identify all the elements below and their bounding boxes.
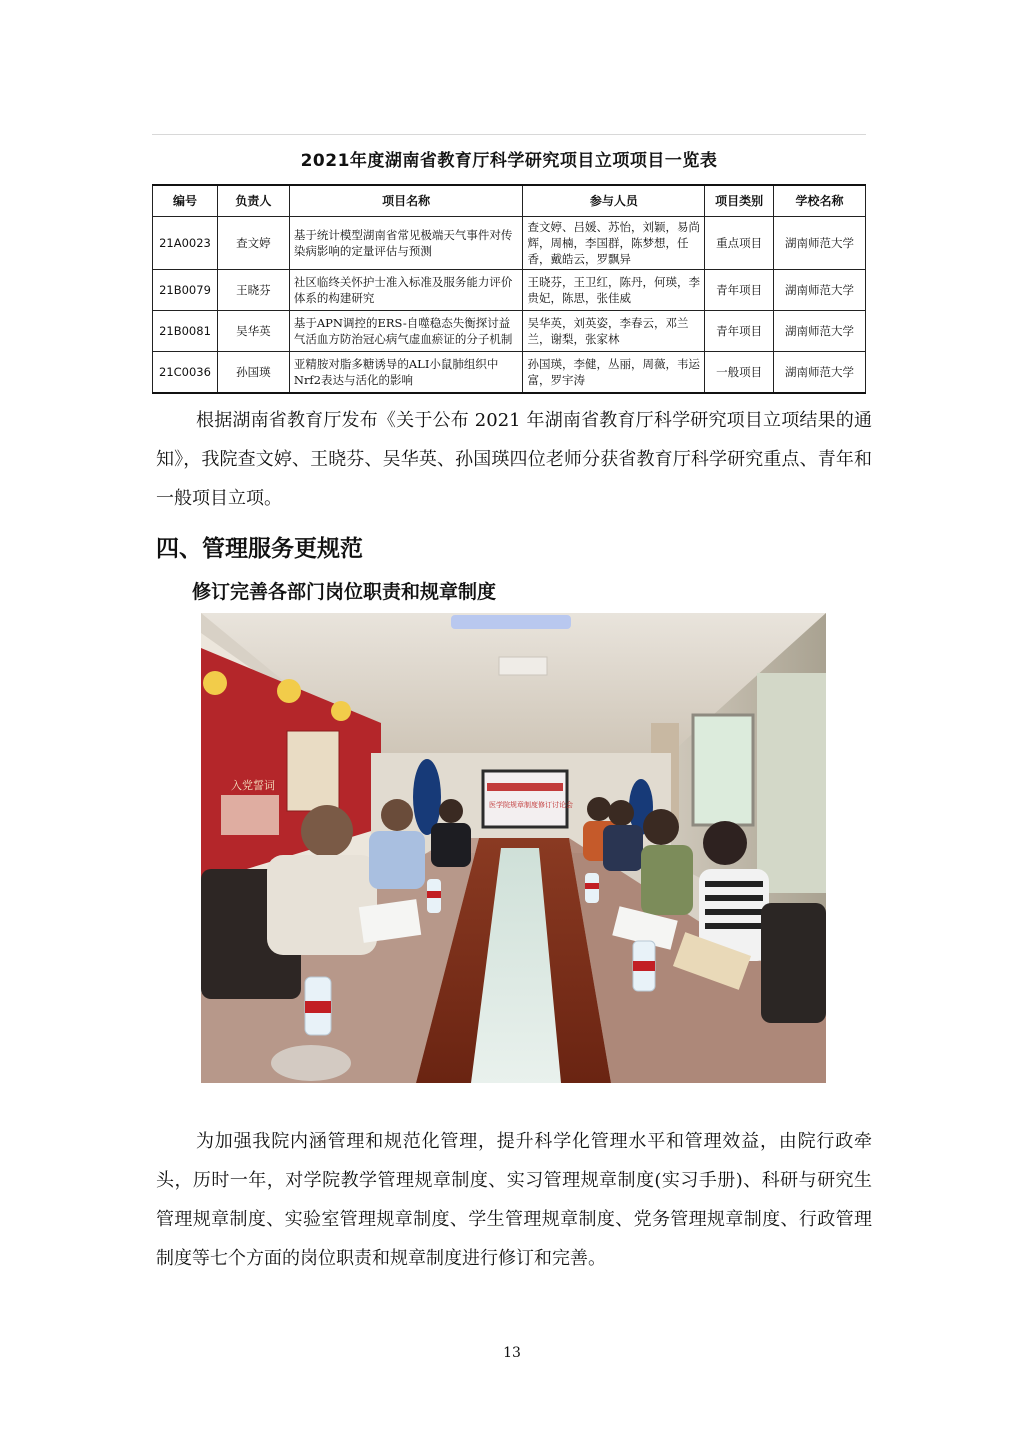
table-row	[153, 352, 866, 394]
body-paragraph-announcement: 根据湖南省教育厅发布《关于公布 2021 年湖南省教育厅科学研究项目立项结果的通知》，我院查文婷、王晓芬、吴华英、孙国瑛四位老师分获省教育厅科学研究重点、青年和一般项目立项。	[156, 410, 872, 509]
top-rule	[152, 134, 866, 135]
cell-leader: 王晓芬	[217, 270, 289, 311]
table-row	[153, 311, 866, 352]
header-code: 编号	[153, 185, 218, 217]
project-table	[152, 184, 866, 394]
cell-code: 21B0079	[153, 270, 218, 311]
meeting-photo	[201, 613, 826, 1083]
cell-school: 湖南师范大学	[774, 270, 866, 311]
presentation-screen	[483, 771, 567, 827]
cell-school: 湖南师范大学	[774, 311, 866, 352]
cell-school: 湖南师范大学	[774, 217, 866, 270]
table-header-row	[153, 185, 866, 217]
cell-category: 青年项目	[705, 311, 774, 352]
body-paragraph-regulations: 为加强我院内涵管理和规范化管理，提升科学化管理水平和管理效益，由院行政牵头，历时一年，对学院教学管理规章制度、实习管理规章制度(实习手册)、科研与研究生管理规章制度、实验室管理规章制度、学生管理规章制度、党务管理规章制度、行政管理制度等七个方面的岗位职责和规章制度进行修订和完善。	[156, 1131, 872, 1269]
cell-code: 21B0081	[153, 311, 218, 352]
cell-project-name: 亚精胺对脂多糖诱导的ALI小鼠肺组织中Nrf2表达与活化的影响	[289, 352, 523, 394]
cell-project-name: 基于统计模型湖南省常见极端天气事件对传染病影响的定量评估与预测	[289, 217, 523, 270]
header-members: 参与人员	[523, 185, 705, 217]
cell-members: 查文婷、吕媛、苏怡，刘颖，易尚辉，周楠，李国群，陈梦想，任香，戴皓云，罗飘异	[523, 217, 705, 270]
ceiling-light	[451, 615, 571, 629]
section-heading: 四、管理服务更规范	[156, 536, 363, 562]
cell-code: 21A0023	[153, 217, 218, 270]
cell-category: 青年项目	[705, 270, 774, 311]
header-category: 项目类别	[705, 185, 774, 217]
cell-members: 吴华英，刘英姿，李春云，邓兰兰，谢梨，张家林	[523, 311, 705, 352]
cell-leader: 吴华英	[217, 311, 289, 352]
cell-school: 湖南师范大学	[774, 352, 866, 394]
cell-code: 21C0036	[153, 352, 218, 394]
cell-category: 重点项目	[705, 217, 774, 270]
cell-leader: 孙国瑛	[217, 352, 289, 394]
header-school: 学校名称	[774, 185, 866, 217]
screen-text: 医学院规章制度修订讨论会	[489, 801, 573, 809]
table-row	[153, 270, 866, 311]
header-name: 项目名称	[289, 185, 523, 217]
cell-project-name: 基于APN调控的ERS-自噬稳态失衡探讨益气活血方防治冠心病气虚血瘀证的分子机制	[289, 311, 523, 352]
cell-members: 王晓芬，王卫红，陈丹，何瑛，李贵妃，陈思，张佳威	[523, 270, 705, 311]
table-title: 2021年度湖南省教育厅科学研究项目立项项目一览表	[300, 151, 718, 171]
cell-category: 一般项目	[705, 352, 774, 394]
cell-members: 孙国瑛，李健，丛丽，周薇，韦运富，罗宇涛	[523, 352, 705, 394]
cell-leader: 查文婷	[217, 217, 289, 270]
subsection-heading: 修订完善各部门岗位职责和规章制度	[192, 581, 497, 603]
banner-text: 入党誓词	[231, 779, 275, 792]
table-row	[153, 217, 866, 270]
page-number: 13	[503, 1345, 521, 1361]
header-leader: 负责人	[217, 185, 289, 217]
cell-project-name: 社区临终关怀护士准入标准及服务能力评价体系的构建研究	[289, 270, 523, 311]
